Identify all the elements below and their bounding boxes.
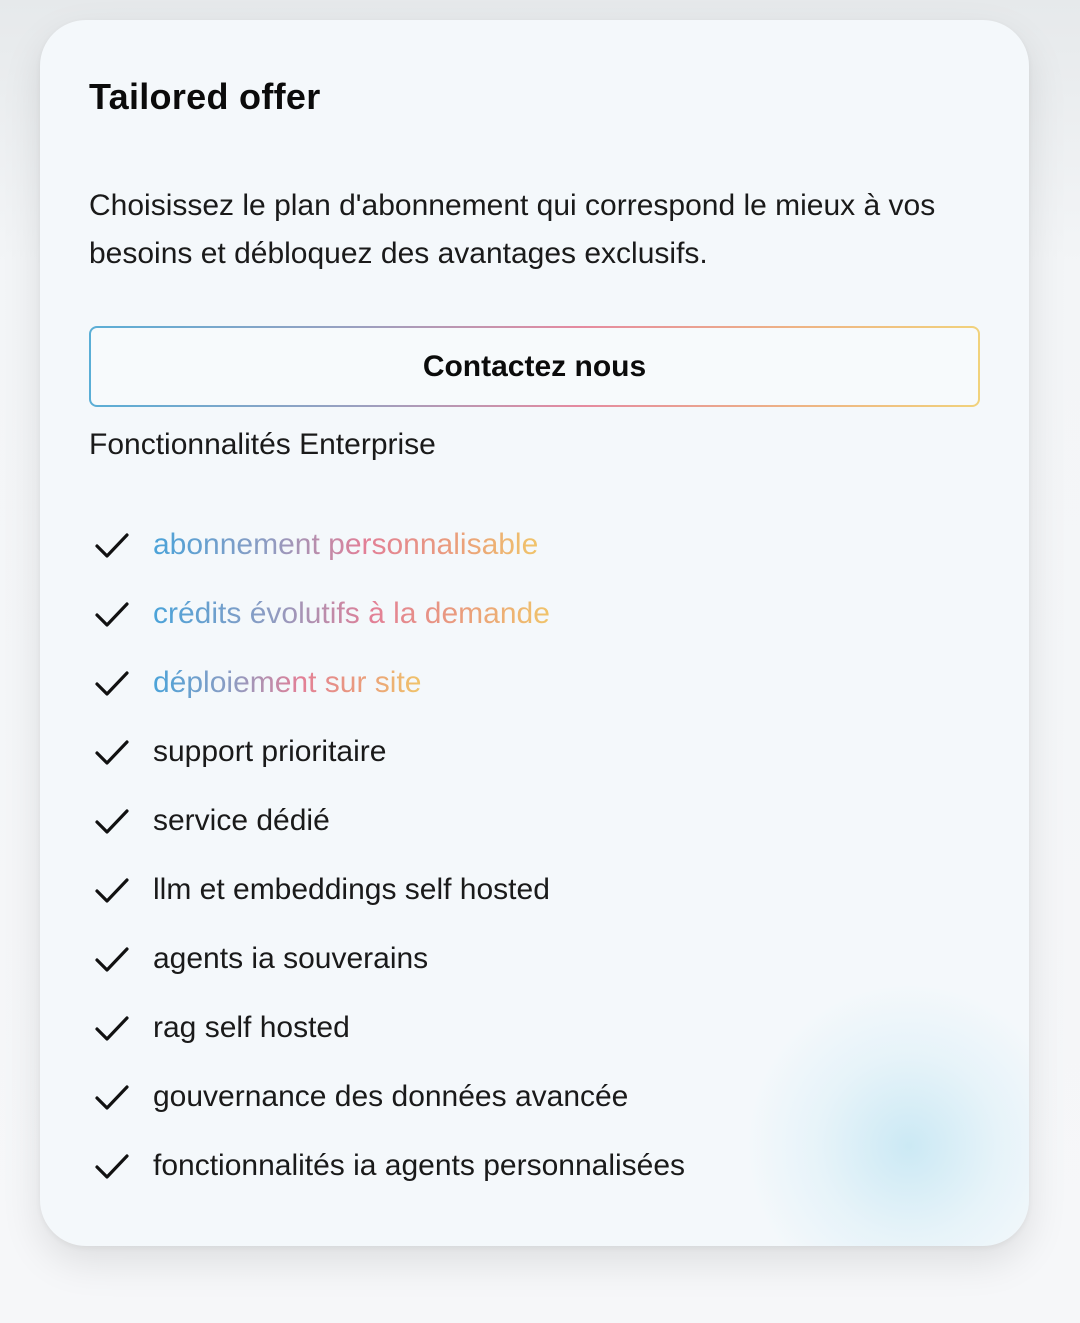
feature-label: support prioritaire (153, 734, 387, 768)
check-icon (92, 1146, 132, 1186)
feature-item (92, 855, 685, 924)
check-icon (92, 801, 132, 841)
check-icon (92, 1008, 132, 1048)
feature-label: crédits évolutifs à la demande (153, 596, 550, 630)
feature-item (92, 510, 685, 579)
feature-item (92, 1131, 685, 1200)
feature-label: service dédié (153, 803, 330, 837)
contact-us-button[interactable] (89, 326, 980, 407)
feature-label: abonnement personnalisable (153, 527, 539, 561)
feature-label: llm et embeddings self hosted (153, 872, 550, 906)
feature-label: rag self hosted (153, 1010, 350, 1044)
feature-item (92, 579, 685, 648)
feature-item (92, 1062, 685, 1131)
check-icon (92, 663, 132, 703)
feature-label: fonctionnalités ia agents personnalisées (153, 1148, 686, 1182)
feature-label: gouvernance des données avancée (153, 1079, 629, 1113)
check-icon (92, 732, 132, 772)
feature-label: agents ia souverains (153, 941, 429, 975)
feature-item (92, 993, 685, 1062)
check-icon (92, 594, 132, 634)
pricing-card-tailored-offer (40, 20, 1029, 1246)
check-icon (92, 870, 132, 910)
check-icon (92, 525, 132, 565)
check-icon (92, 939, 132, 979)
feature-item (92, 648, 685, 717)
feature-item (92, 717, 685, 786)
feature-item (92, 924, 685, 993)
check-icon (92, 1077, 132, 1117)
contact-us-button-label: Contactez nous (91, 328, 978, 405)
feature-item (92, 786, 685, 855)
features-heading: Fonctionnalités Enterprise (89, 428, 436, 461)
feature-label: déploiement sur site (153, 665, 422, 699)
card-description: Choisissez le plan d'abonnement qui correspond le mieux à vos besoins et débloquez des avantages exclusifs. (89, 189, 936, 270)
card-title: Tailored offer (89, 76, 321, 117)
feature-list (92, 510, 685, 1200)
